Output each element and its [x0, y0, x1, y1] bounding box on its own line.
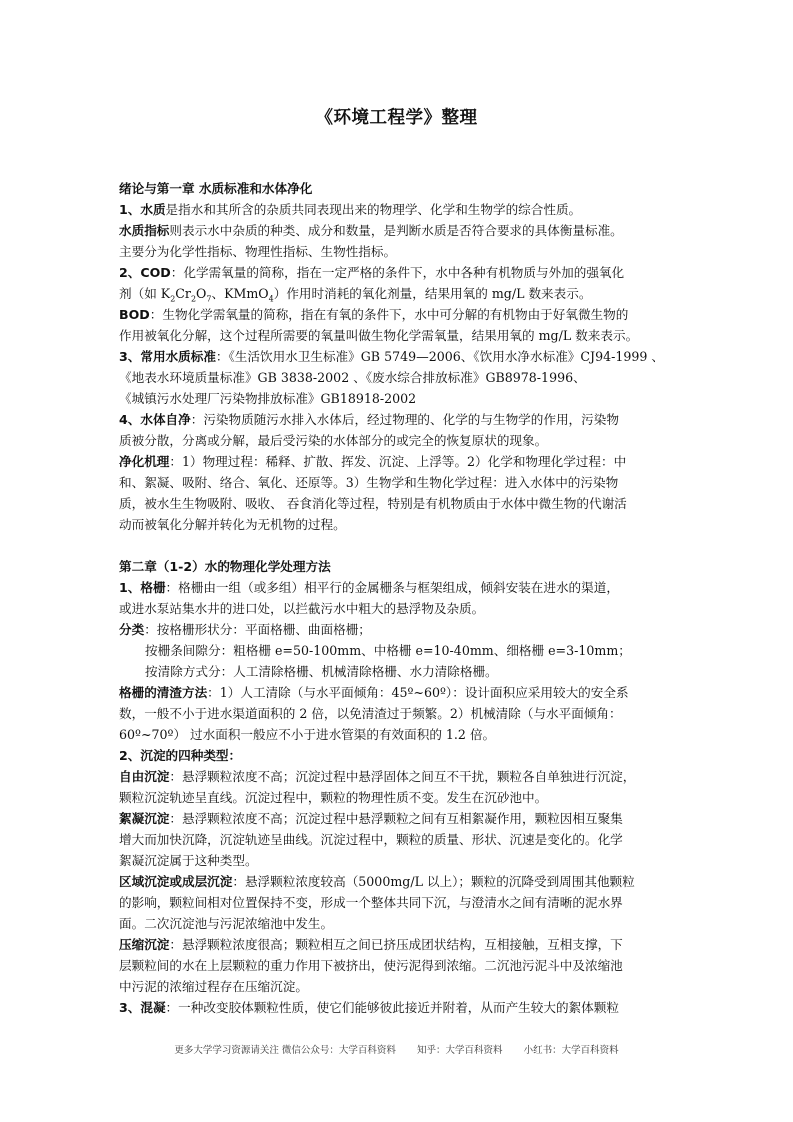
paragraph-cleaning-cont: 数，一般不小于进水渠道面积的 2 倍，以免清渣过于频繁。2）机械清除（与水平面倾角： [119, 706, 622, 721]
paragraph-grille: 1、格栅：格栅由一组（或多组）相平行的金属栅条与框架组成，倾斜安装在进水的渠道， [119, 580, 619, 595]
paragraph-coagulation: 3、混凝：一种改变胶体颗粒性质，使它们能够彼此接近并附着，从而产生较大的絮体颗粒 [119, 1000, 619, 1015]
paragraph-compression-cont: 层颗粒间的水在上层颗粒的重力作用下被挤出，使污泥得到浓缩。二沉池污泥斗中及浓缩池 [119, 958, 623, 973]
paragraph-bod-cont: 作用被氧化分解，这个过程所需要的氧量叫做生物化学需氧量，结果用氧的 mg/L 数来表示。 [119, 328, 639, 343]
paragraph-mechanism-cont3: 动而被氧化分解并转化为无机物的过程。 [119, 517, 346, 532]
paragraph-zone-settling: 区域沉淀或成层沉淀：悬浮颗粒浓度较高（5000mg/L 以上）；颗粒的沉降受到周围其他颗粒 [119, 874, 635, 889]
paragraph-sedimentation-types: 2、沉淀的四种类型： [119, 748, 242, 763]
paragraph-flocculent: 絮凝沉淀：悬浮颗粒浓度不高；沉淀过程中悬浮颗粒之间有互相絮凝作用，颗粒因相互聚集 [119, 811, 623, 826]
paragraph-mechanism: 净化机理：1）物理过程：稀释、扩散、挥发、沉淀、上浮等。2）化学和物理化学过程：中 [119, 454, 627, 469]
paragraph-mechanism-cont: 和、絮凝、吸附、络合、氧化、还原等。3）生物学和生物化学过程：进入水体中的污染物 [119, 475, 619, 490]
paragraph-flocculent-cont: 增大而加快沉降，沉淀轨迹呈曲线。沉淀过程中，颗粒的质量、形状、沉速是变化的。化学 [119, 832, 623, 847]
section-heading-chapter2: 第二章（1-2）水的物理化学处理方法 [119, 559, 331, 574]
paragraph-standards: 3、常用水质标准：《生活饮用水卫生标准》GB 5749—2006、《饮用水净水标准》CJ94-1999 、 [119, 349, 665, 364]
paragraph-mechanism-cont2: 质，被水生生物吸附、吸收、 吞食消化等过程，特别是有机物质由于水体中微生物的代谢活 [119, 496, 627, 511]
paragraph-standards-cont2: 《城镇污水处理厂污染物排放标准》GB18918-2002 [119, 391, 417, 406]
paragraph-cleaning-cont2: 60º~70º） 过水面积一般应不小于进水管渠的有效面积的 1.2 倍。 [119, 727, 496, 742]
document-body [119, 178, 675, 1018]
classification-by-cleaning: 按清除方式分：人工清除格栅、机械清除格栅、水力清除格栅。 [145, 664, 498, 679]
paragraph-compression: 压缩沉淀：悬浮颗粒浓度很高；颗粒相互之间已挤压成团状结构，互相接触，互相支撑，下 [119, 937, 623, 952]
paragraph-grille-cont: 或进水泵站集水井的进口处，以拦截污水中粗大的悬浮物及杂质。 [119, 601, 485, 616]
section-spacer [119, 535, 675, 556]
paragraph-zone-settling-cont: 的影响，颗粒间相对位置保持不变，形成一个整体共同下沉，与澄清水之间有清晰的泥水界 [119, 895, 623, 910]
document-title: 《环境工程学》整理 [315, 108, 478, 128]
paragraph-cod-cont: 剂（如 $K_2Cr_2O_7$、KMmO$_4$）作用时消耗的氧化剂量，结果用氧的 mg/L 数来表示。 [119, 286, 592, 304]
paragraph-self-purification: 4、水体自净：污染物质随污水排入水体后，经过物理的、化学的与生物学的作用，污染物 [119, 412, 619, 427]
section-heading-intro: 绪论与第一章 水质标准和水体净化 [119, 181, 313, 196]
paragraph-cleaning: 格栅的清渣方法：1）人工清除（与水平面倾角：45º~60º）：设计面积应采用较大的安全系 [119, 685, 629, 700]
paragraph-zone-settling-cont2: 面。二次沉淀池与污泥浓缩池中发生。 [119, 916, 334, 931]
paragraph-free-settling: 自由沉淀：悬浮颗粒浓度不高；沉淀过程中悬浮固体之间互不干扰，颗粒各自单独进行沉淀， [119, 769, 636, 784]
paragraph-flocculent-cont2: 絮凝沉淀属于这种类型。 [119, 853, 258, 868]
paragraph-indicator-cont: 主要分为化学性指标、物理性指标、生物性指标。 [119, 244, 397, 259]
paragraph-cod: 2、COD：化学需氧量的简称，指在一定严格的条件下，水中各种有机物质与外加的强氧化 [119, 265, 625, 280]
classification-by-gap: 按栅条间隙分：粗格栅 e=50-100mm、中格栅 e=10-40mm、细格栅 e=3-10mm； [145, 643, 631, 658]
paragraph-compression-cont2: 中污泥的浓缩过程存在压缩沉淀。 [119, 979, 308, 994]
paragraph-self-purification-cont: 质被分散，分离或分解，最后受污染的水体部分的或完全的恢复原状的现象。 [119, 433, 548, 448]
paragraph-classification: 分类：按格栅形状分：平面格栅、曲面格栅； [119, 622, 371, 637]
page-footer: 更多大学学习资源请关注 微信公众号：大学百科资料 知乎：大学百科资料 小红书：大学百科资料 [174, 1045, 619, 1056]
paragraph-standards-cont: 《地表水环境质量标准》GB 3838-2002 、《废水综合排放标准》GB8978-1996、 [119, 370, 586, 385]
paragraph-bod: BOD：生物化学需氧量的简称，指在有氧的条件下，水中可分解的有机物由于好氧微生物的 [119, 307, 629, 322]
paragraph-free-settling-cont: 颗粒沉淀轨迹呈直线。沉淀过程中，颗粒的物理性质不变。发生在沉砂池中。 [119, 790, 548, 805]
paragraph-water-quality: 1、水质是指水和其所含的杂质共同表现出来的物理学、化学和生物学的综合性质。 [119, 202, 582, 217]
paragraph-indicator: 水质指标则表示水中杂质的种类、成分和数量，是判断水质是否符合要求的具体衡量标准。 [119, 223, 623, 238]
